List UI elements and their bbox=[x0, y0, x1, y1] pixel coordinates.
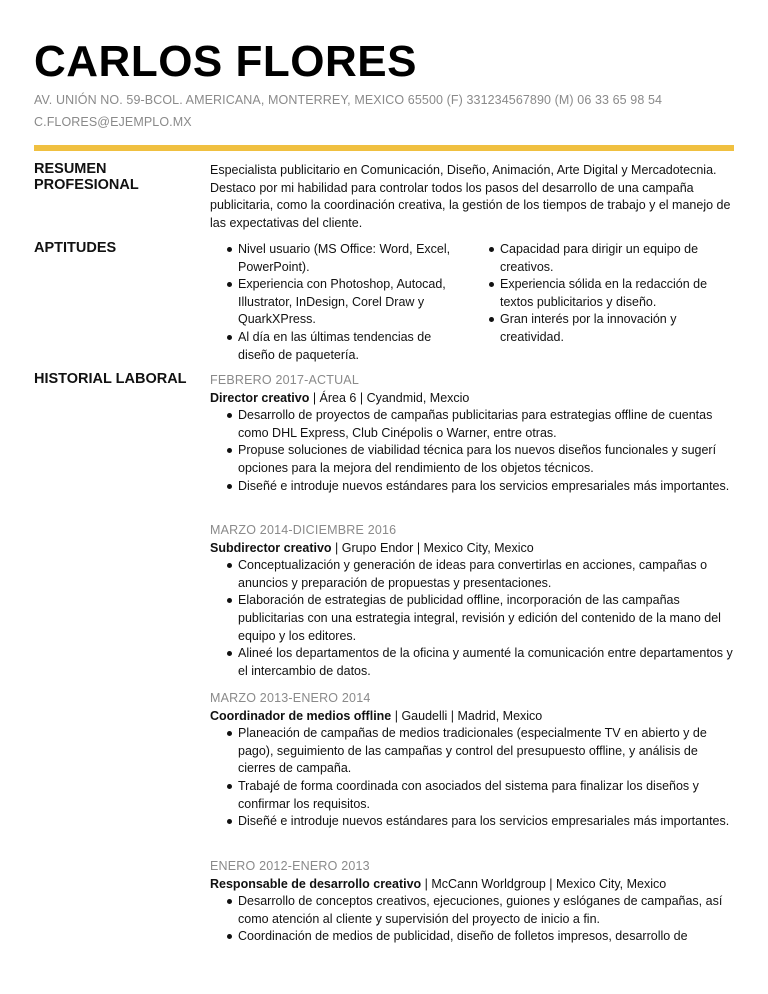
job-entry bbox=[210, 690, 735, 831]
job-date: FEBRERO 2017-ACTUAL bbox=[210, 373, 359, 387]
job-bullet: Trabajé de forma coordinada con asociados del sistema para finalizar los diseños y confirmar los requisitos. bbox=[210, 778, 735, 813]
candidate-name: CARLOS FLORES bbox=[34, 37, 417, 86]
job-bullet: Planeación de campañas de medios tradicionales (especialmente TV en abierto y de pago), seguimiento de las campañas y control del presupuesto offline, y análisis de cierres de campaña. bbox=[210, 725, 735, 778]
job-bullet: Conceptualización y generación de ideas para convertirlas en acciones, campañas o anuncios y preparación de propuestas y presentaciones. bbox=[210, 557, 735, 592]
job-role-line bbox=[210, 540, 735, 558]
job-role-line bbox=[210, 708, 735, 726]
job-bullet: Diseñé e introduje nuevos estándares para los servicios empresariales más importantes. bbox=[210, 813, 735, 831]
job-date: ENERO 2012-ENERO 2013 bbox=[210, 859, 370, 873]
job-bullet: Desarrollo de proyectos de campañas publicitarias para estrategias offline de cuentas como DHL Express, Club Cinépolis o Warner, entre otras. bbox=[210, 407, 735, 442]
contact-email: C.FLORES@EJEMPLO.MX bbox=[34, 115, 192, 129]
job-bullet: Diseñé e introduje nuevos estándares para los servicios empresariales más importantes. bbox=[210, 478, 735, 496]
job-title: Director creativo bbox=[210, 390, 310, 405]
skill-item: Nivel usuario (MS Office: Word, Excel, PowerPoint). bbox=[210, 241, 455, 276]
job-bullet: Propuse soluciones de viabilidad técnica para los nuevos diseños funcionales y sugerí opciones para la mejora del rendimiento de los objetos técnicos. bbox=[210, 442, 735, 477]
job-bullet: Desarrollo de conceptos creativos, ejecuciones, guiones y eslóganes de campañas, así como atención al cliente y supervisión del proyecto de inicio a fin. bbox=[210, 893, 735, 928]
job-bullet: Elaboración de estrategias de publicidad offline, incorporación de las campañas publicitarias con una estrategia integral, revisión y edición del contenido de la mano del equipo y los editores. bbox=[210, 592, 735, 645]
job-entry bbox=[210, 522, 735, 680]
job-entry bbox=[210, 858, 735, 946]
summary-heading-line2: PROFESIONAL bbox=[34, 177, 139, 193]
skill-item: Al día en las últimas tendencias de diseño de paquetería. bbox=[210, 329, 455, 364]
skill-item: Gran interés por la innovación y creatividad. bbox=[472, 311, 717, 346]
contact-address: AV. UNIÓN NO. 59-BCOL. AMERICANA, MONTERREY, MEXICO 65500 (F) 331234567890 (M) 06 33 65 98 54 bbox=[34, 93, 663, 107]
job-company: | Grupo Endor | Mexico City, Mexico bbox=[331, 540, 534, 555]
job-role-line bbox=[210, 390, 735, 408]
accent-divider bbox=[34, 145, 734, 151]
job-title: Coordinador de medios offline bbox=[210, 708, 392, 723]
summary-heading bbox=[34, 161, 139, 193]
job-date: MARZO 2014-DICIEMBRE 2016 bbox=[210, 523, 397, 537]
job-title: Subdirector creativo bbox=[210, 540, 332, 555]
skills-column-right bbox=[472, 241, 717, 347]
skill-item: Capacidad para dirigir un equipo de creativos. bbox=[472, 241, 717, 276]
job-company: | Gaudelli | Madrid, Mexico bbox=[391, 708, 543, 723]
work-history-heading: HISTORIAL LABORAL bbox=[34, 371, 187, 387]
skill-item: Experiencia sólida en la redacción de textos publicitarios y diseño. bbox=[472, 276, 717, 311]
job-company: | McCann Worldgroup | Mexico City, Mexico bbox=[421, 876, 667, 891]
skills-heading: APTITUDES bbox=[34, 240, 117, 256]
job-company: | Área 6 | Cyandmid, Mexcio bbox=[309, 390, 470, 405]
job-date: MARZO 2013-ENERO 2014 bbox=[210, 691, 371, 705]
skill-item: Experiencia con Photoshop, Autocad, Illustrator, InDesign, Corel Draw y QuarkXPress. bbox=[210, 276, 455, 329]
job-role-line bbox=[210, 876, 735, 894]
job-entry bbox=[210, 372, 735, 495]
summary-heading-line1: RESUMEN bbox=[34, 161, 107, 177]
job-bullet: Coordinación de medios de publicidad, diseño de folletos impresos, desarrollo de bbox=[210, 928, 735, 946]
skills-column-left bbox=[210, 241, 455, 364]
job-bullet: Alineé los departamentos de la oficina y aumenté la comunicación entre departamentos y el intercambio de datos. bbox=[210, 645, 735, 680]
summary-text: Especialista publicitario en Comunicación, Diseño, Animación, Arte Digital y Mercadotecnia. Destaco por mi habilidad para controlar todos los pasos del desarrollo de una campaña publicitaria, como la coordinación creativa, la gestión de los tiempos de trabajo y el manejo de las expectativas del cliente. bbox=[210, 163, 731, 230]
job-title: Responsable de desarrollo creativo bbox=[210, 876, 422, 891]
